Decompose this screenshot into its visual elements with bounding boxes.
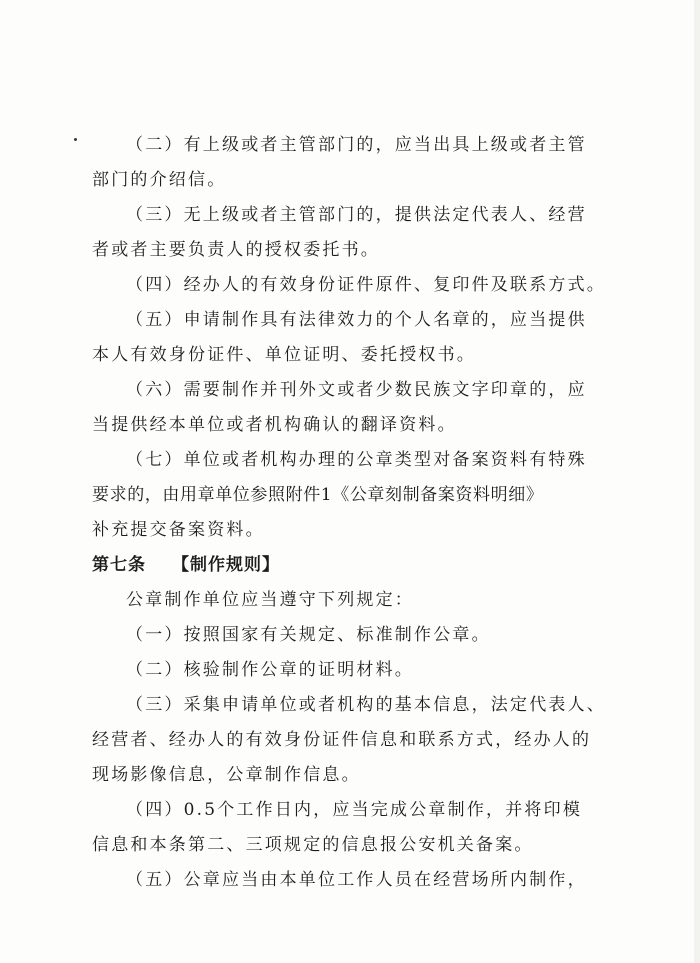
text-line: （四）0.5个工作日内，应当完成公章制作，并将印模	[126, 800, 583, 820]
text-line: 经营者、经办人的有效身份证件信息和联系方式，经办人的	[92, 730, 592, 750]
text-line: 者或者主要负责人的授权委托书。	[92, 240, 380, 260]
text-line: 补充提交备案资料。	[92, 520, 265, 540]
text-line: （五）公章应当由本单位工作人员在经营场所内制作，	[126, 870, 587, 890]
text-line: 部门的介绍信。	[92, 170, 227, 190]
article-number: 第七条	[92, 555, 146, 575]
document-body	[92, 130, 612, 900]
text-line: 要求的，由用章单位参照附件1《公章刻制备案资料明细》	[92, 485, 544, 505]
text-line: 本人有效身份证件、单位证明、委托授权书。	[92, 345, 476, 365]
text-line: （三）无上级或者主管部门的，提供法定代表人、经营	[126, 205, 587, 225]
scan-speck	[74, 138, 77, 141]
article-heading	[92, 550, 612, 585]
text-line: （四）经办人的有效身份证件原件、复印件及联系方式。	[126, 275, 606, 295]
text-line: （一）按照国家有关规定、标准制作公章。	[126, 625, 491, 645]
article-title: 【制作规则】	[172, 555, 280, 575]
text-line: （五）申请制作具有法律效力的个人名章的，应当提供	[126, 310, 587, 330]
text-line: （二）核验制作公章的证明材料。	[126, 660, 414, 680]
text-line: 信息和本条第二、三项规定的信息报公安机关备案。	[92, 835, 534, 855]
text-line: 现场影像信息，公章制作信息。	[92, 765, 361, 785]
text-line: 当提供经本单位或者机构确认的翻译资料。	[92, 415, 457, 435]
text-line: 公章制作单位应当遵守下列规定：	[126, 590, 414, 610]
text-line: （二）有上级或者主管部门的，应当出具上级或者主管	[126, 135, 587, 155]
text-line: （七）单位或者机构办理的公章类型对备案资料有特殊	[126, 450, 587, 470]
text-line: （三）采集申请单位或者机构的基本信息，法定代表人、	[126, 695, 606, 715]
text-line: （六）需要制作并刊外文或者少数民族文字印章的，应	[126, 380, 587, 400]
